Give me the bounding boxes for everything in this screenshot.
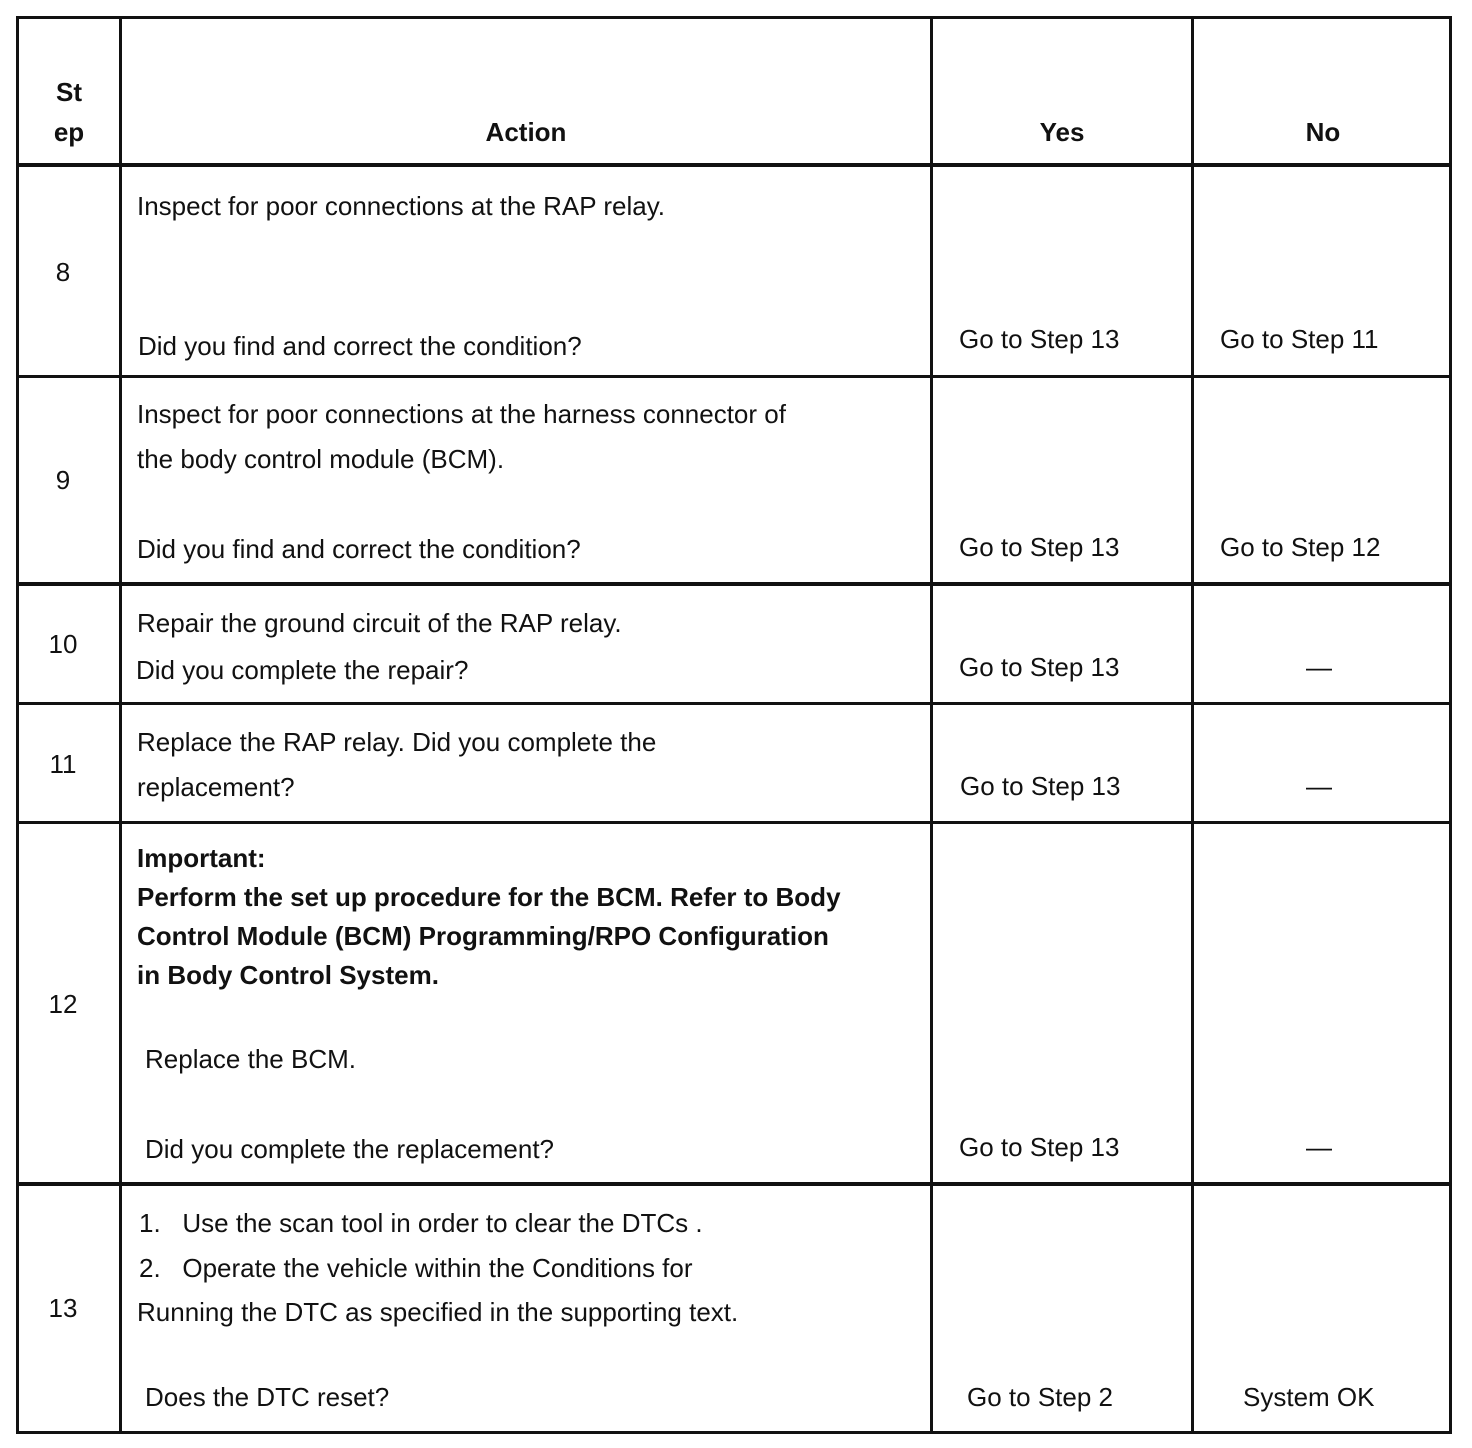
header-yes: Yes — [1039, 117, 1085, 147]
row-divider — [19, 821, 1449, 824]
column-divider — [930, 19, 933, 1431]
column-divider — [119, 19, 122, 1431]
action-question: Did you find and correct the condition? — [137, 534, 581, 564]
header-step-line2: ep — [53, 117, 85, 147]
yes-result: Go to Step 13 — [960, 771, 1121, 801]
yes-result: Go to Step 13 — [959, 1132, 1120, 1162]
step-number: 10 — [48, 629, 78, 659]
diagnostic-table — [16, 16, 1452, 1434]
action-question: Did you complete the replacement? — [145, 1134, 555, 1164]
important-text: Control Module (BCM) Programming/RPO Configuration — [137, 921, 829, 951]
yes-result: Go to Step 13 — [959, 532, 1120, 562]
row-divider — [19, 375, 1449, 378]
action-question: Does the DTC reset? — [145, 1382, 390, 1412]
row-divider — [19, 163, 1449, 167]
yes-result: Go to Step 13 — [959, 324, 1120, 354]
action-text: Repair the ground circuit of the RAP relay. — [137, 608, 622, 638]
action-text: Inspect for poor connections at the RAP relay. — [137, 191, 665, 221]
action-question: Did you complete the repair? — [136, 655, 469, 685]
important-text: in Body Control System. — [137, 960, 439, 990]
step-number: 8 — [55, 257, 71, 287]
no-result: — — [1306, 771, 1332, 801]
no-result: — — [1306, 652, 1332, 682]
column-divider — [1191, 19, 1194, 1431]
important-text: Perform the set up procedure for the BCM. Refer to Body — [137, 882, 841, 912]
step-number: 12 — [48, 989, 78, 1019]
step-number: 11 — [49, 749, 77, 779]
no-result: Go to Step 11 — [1220, 324, 1379, 354]
action-text: Replace the BCM. — [145, 1044, 356, 1074]
row-divider — [19, 1182, 1449, 1186]
header-action: Action — [485, 117, 567, 147]
yes-result: Go to Step 13 — [959, 652, 1120, 682]
action-text: Replace the RAP relay. Did you complete the — [137, 727, 657, 757]
row-divider — [19, 702, 1449, 705]
action-question: Did you find and correct the condition? — [138, 331, 582, 361]
no-result: — — [1306, 1132, 1332, 1162]
action-text: Inspect for poor connections at the harness connector of — [137, 399, 786, 429]
header-step-line1: St — [56, 77, 82, 107]
action-list-item: 2. Operate the vehicle within the Conditions for — [139, 1253, 693, 1283]
no-result: Go to Step 12 — [1220, 532, 1381, 562]
action-list-item: 1. Use the scan tool in order to clear the DTCs . — [139, 1208, 703, 1238]
no-result: System OK — [1243, 1382, 1375, 1412]
action-text: Running the DTC as specified in the supporting text. — [137, 1297, 739, 1327]
action-question: replacement? — [137, 772, 295, 802]
header-no: No — [1305, 117, 1341, 147]
yes-result: Go to Step 2 — [967, 1382, 1113, 1412]
important-label: Important: — [137, 843, 266, 873]
row-divider — [19, 582, 1449, 586]
step-number: 13 — [48, 1293, 78, 1323]
step-number: 9 — [55, 465, 71, 495]
action-text: the body control module (BCM). — [137, 444, 505, 474]
